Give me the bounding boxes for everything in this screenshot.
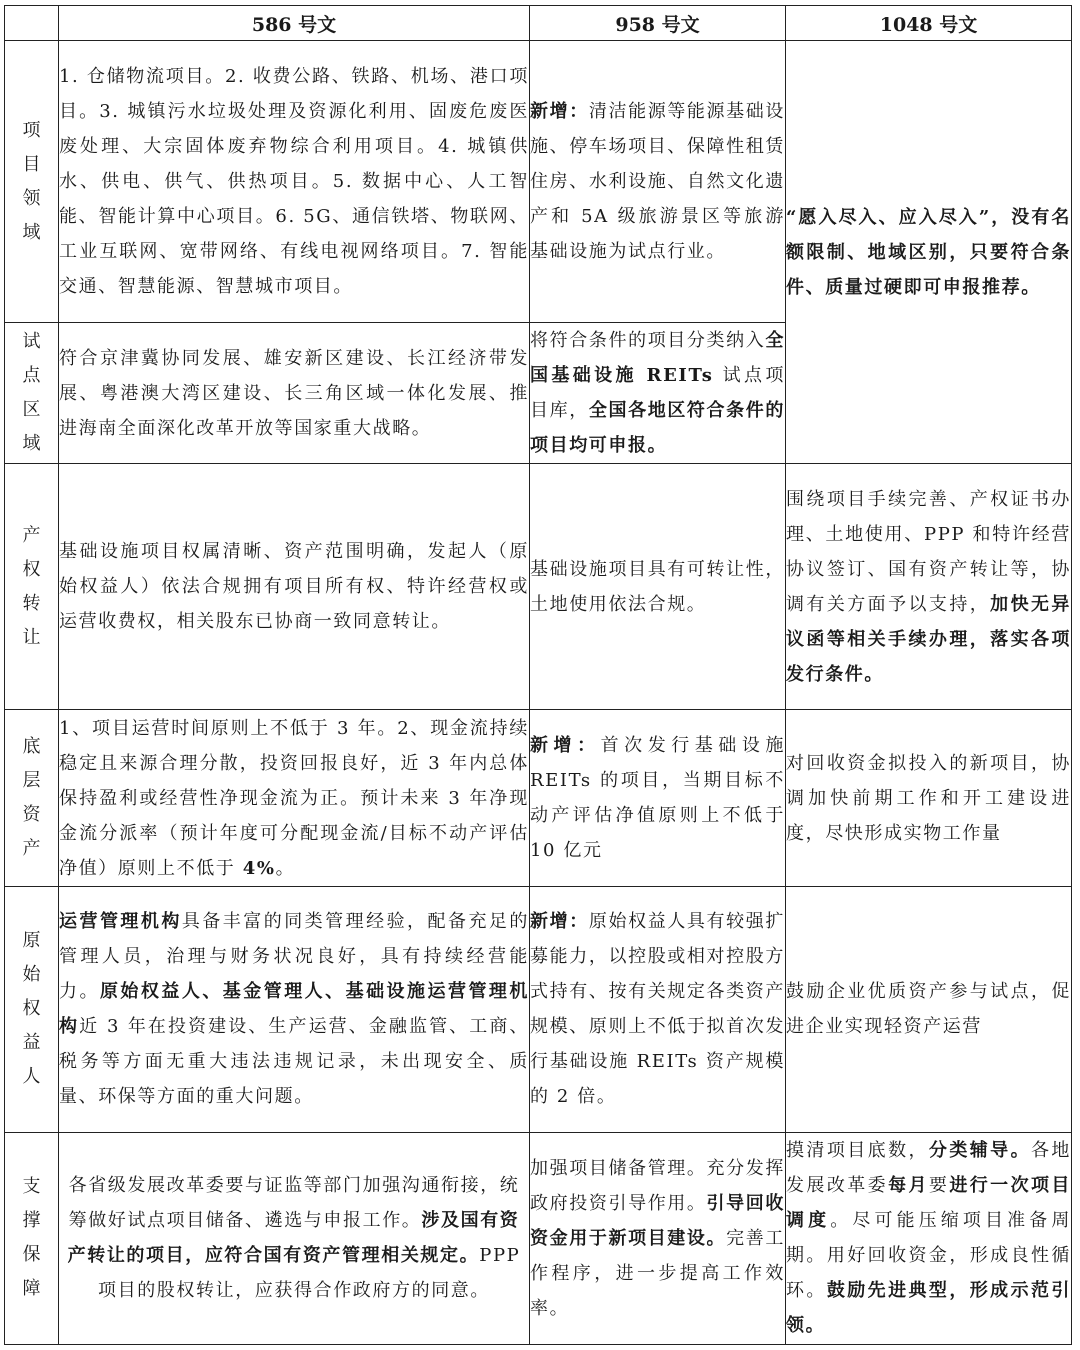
cell-text: 要 <box>928 1175 950 1197</box>
category-char: 转 <box>22 592 41 614</box>
cell-text: 各省级发展改革委要与证监等部门加强沟通衔接，统筹做好试点项目储备、遴选与申报工作。 <box>68 1175 520 1232</box>
category-char: 领 <box>22 187 41 209</box>
cell-text: 首次发行基础设施 REITs 的项目，当期目标不动产评估净值原则上不低于 10 亿元 <box>530 735 785 862</box>
table-row <box>5 1132 1072 1344</box>
category-char: 益 <box>22 1032 41 1054</box>
cell-text: 原始权益人具有较强扩募能力，以控股或相对控股方式持有、按有关规定各类资产规模、原则上不低于拟首次发行基础设施 REITs 资产规模的 2 倍。 <box>530 911 785 1108</box>
category-char: 支 <box>22 1176 41 1198</box>
bold-text: 引导回收资金用于新项目建设。 <box>530 1192 785 1249</box>
category-char: 目 <box>22 153 41 175</box>
table-row <box>5 886 1072 1132</box>
table-row <box>5 41 1072 323</box>
category-char: 让 <box>22 626 41 648</box>
bold-text: 原始权益人、基金管理人、基础设施运营管理机构 <box>59 981 529 1038</box>
cell-text: 符合京津冀协同发展、雄安新区建设、长江经济带发展、粤港澳大湾区建设、长三角区域一体化发展、推进海南全面深化改革开放等国家重大战略。 <box>59 347 529 439</box>
bold-text: 新增： <box>530 911 589 933</box>
cell-text: 将符合条件的项目分类纳入 <box>530 330 766 352</box>
cell-text: 基础设施项目具有可转让性，土地使用依法合规。 <box>530 558 785 615</box>
cell-586 <box>59 1132 530 1344</box>
cell-1048 <box>786 886 1072 1132</box>
category-char: 试 <box>22 331 41 353</box>
cell-958 <box>530 41 786 323</box>
header-958: 958 号文 <box>530 6 786 41</box>
cell-text: 对回收资金拟投入的新项目，协调加快前期工作和开工建设进度，尽快形成实物工作量 <box>786 752 1071 844</box>
category-char: 底 <box>22 736 41 758</box>
category-char: 保 <box>22 1244 41 1266</box>
cell-text: 加强项目储备管理。充分发挥政府投资引导作用。 <box>530 1157 785 1214</box>
row-category <box>5 323 59 464</box>
row-category <box>5 1132 59 1344</box>
row-category <box>5 886 59 1132</box>
header-1048: 1048 号文 <box>786 6 1072 41</box>
cell-text: 摸清项目底数， <box>786 1140 929 1162</box>
row-category <box>5 464 59 710</box>
cell-586 <box>59 464 530 710</box>
comparison-table <box>4 5 1072 1345</box>
table-row <box>5 464 1072 710</box>
category-char: 层 <box>22 770 41 792</box>
category-char: 始 <box>22 964 41 986</box>
cell-586 <box>59 710 530 886</box>
cell-958 <box>530 1132 786 1344</box>
bold-text: 鼓励先进典型，形成示范引领。 <box>786 1280 1072 1337</box>
cell-text: 1. 仓储物流项目。2. 收费公路、铁路、机场、港口项目。3. 城镇污水垃圾处理及资源化利用、固废危废医废处理、大宗固体废弃物综合利用项目。4. 城镇供水、供电、供气、供热项目。5. 数据中心、人工智能、智能计算中心项目。6. 5G、通信铁塔、物联网、工业互联网、宽带网络、有线电视网络项目。7. 智能交通、智慧能源、智慧城市项目。 <box>59 66 529 298</box>
category-char: 项 <box>22 119 41 141</box>
category-char: 人 <box>22 1066 41 1088</box>
cell-1048 <box>786 1132 1072 1344</box>
cell-text: 各地发展改革委 <box>786 1140 1071 1197</box>
category-char: 撑 <box>22 1210 41 1232</box>
cell-text: 。 <box>275 857 296 879</box>
row-category <box>5 41 59 323</box>
bold-text: 4% <box>242 857 276 879</box>
category-char: 原 <box>22 930 41 952</box>
cell-text: 清洁能源等能源基础设施、停车场项目、保障性租赁住房、水利设施、自然文化遗产和 5A 级旅游景区等旅游基础设施为试点行业。 <box>530 101 785 263</box>
cell-text: 。尽可能压缩项目准备周期。用好回收资金，形成良性循环。 <box>786 1210 1071 1302</box>
header-blank <box>5 6 59 41</box>
cell-text: 试点项目库， <box>530 365 785 422</box>
category-char: 权 <box>22 558 41 580</box>
bold-text: 每月 <box>888 1175 929 1197</box>
cell-958 <box>530 323 786 464</box>
category-char: 点 <box>22 365 41 387</box>
category-char: 产 <box>22 838 41 860</box>
cell-text: 围绕项目手续完善、产权证书办理、土地使用、PPP 和特许经营协议签订、国有资产转让等，协调有关方面予以支持， <box>786 488 1071 615</box>
cell-text: 1、项目运营时间原则上不低于 3 年。2、现金流持续稳定且来源合理分散，投资回报良好，近 3 年内总体保持盈利或经营性净现金流为正。预计未来 3 年净现金流分派率（预计年度可分配现金流/目标不动产评估净值）原则上不低于 <box>59 717 529 879</box>
bold-text: 全国各地区符合条件的项目均可申报。 <box>530 400 785 457</box>
header-586: 586 号文 <box>59 6 530 41</box>
cell-text: PPP 项目的股权转让，应获得合作政府方的同意。 <box>98 1245 521 1302</box>
category-char: 域 <box>22 433 41 455</box>
bold-text: 分类辅导。 <box>928 1140 1031 1162</box>
cell-text: 基础设施项目权属清晰、资产范围明确，发起人（原始权益人）依法合规拥有项目所有权、特许经营权或运营收费权，相关股东已协商一致同意转让。 <box>59 541 529 633</box>
category-char: 障 <box>22 1278 41 1300</box>
row-category <box>5 710 59 886</box>
cell-958 <box>530 464 786 710</box>
category-char: 产 <box>22 524 41 546</box>
bold-text: 全国基础设施 REITs <box>530 330 785 387</box>
cell-586 <box>59 886 530 1132</box>
bold-text: 运营管理机构 <box>59 911 182 933</box>
bold-text: 进行一次项目调度 <box>786 1175 1071 1232</box>
header-row <box>5 6 1072 41</box>
cell-text: 完善工作程序，进一步提高工作效率。 <box>530 1227 785 1319</box>
cell-1048 <box>786 710 1072 886</box>
cell-text: 具备丰富的同类管理经验，配备充足的管理人员，治理与财务状况良好，具有持续经营能力。 <box>59 911 529 1003</box>
cell-958 <box>530 886 786 1132</box>
bold-text: 涉及国有资产转让的项目，应符合国有资产管理相关规定。 <box>67 1210 520 1267</box>
cell-586 <box>59 41 530 323</box>
bold-text: 新增： <box>530 101 589 123</box>
bold-text: “愿入尽入、应入尽入”，没有名额限制、地域区别，只要符合条件、质量过硬即可申报推荐。 <box>786 206 1071 298</box>
category-char: 权 <box>22 998 41 1020</box>
category-char: 区 <box>22 399 41 421</box>
cell-586 <box>59 323 530 464</box>
cell-1048 <box>786 464 1072 710</box>
category-char: 资 <box>22 804 41 826</box>
cell-1048 <box>786 41 1072 464</box>
cell-958 <box>530 710 786 886</box>
cell-text: 近 3 年在投资建设、生产运营、金融监管、工商、税务等方面无重大违法违规记录，未出现安全、质量、环保等方面的重大问题。 <box>59 1016 529 1108</box>
category-char: 域 <box>22 221 41 243</box>
table-row <box>5 710 1072 886</box>
bold-text: 加快无异议函等相关手续办理，落实各项发行条件。 <box>786 593 1072 685</box>
cell-text: 鼓励企业优质资产参与试点，促进企业实现轻资产运营 <box>786 981 1071 1038</box>
bold-text: 新增： <box>530 735 601 757</box>
